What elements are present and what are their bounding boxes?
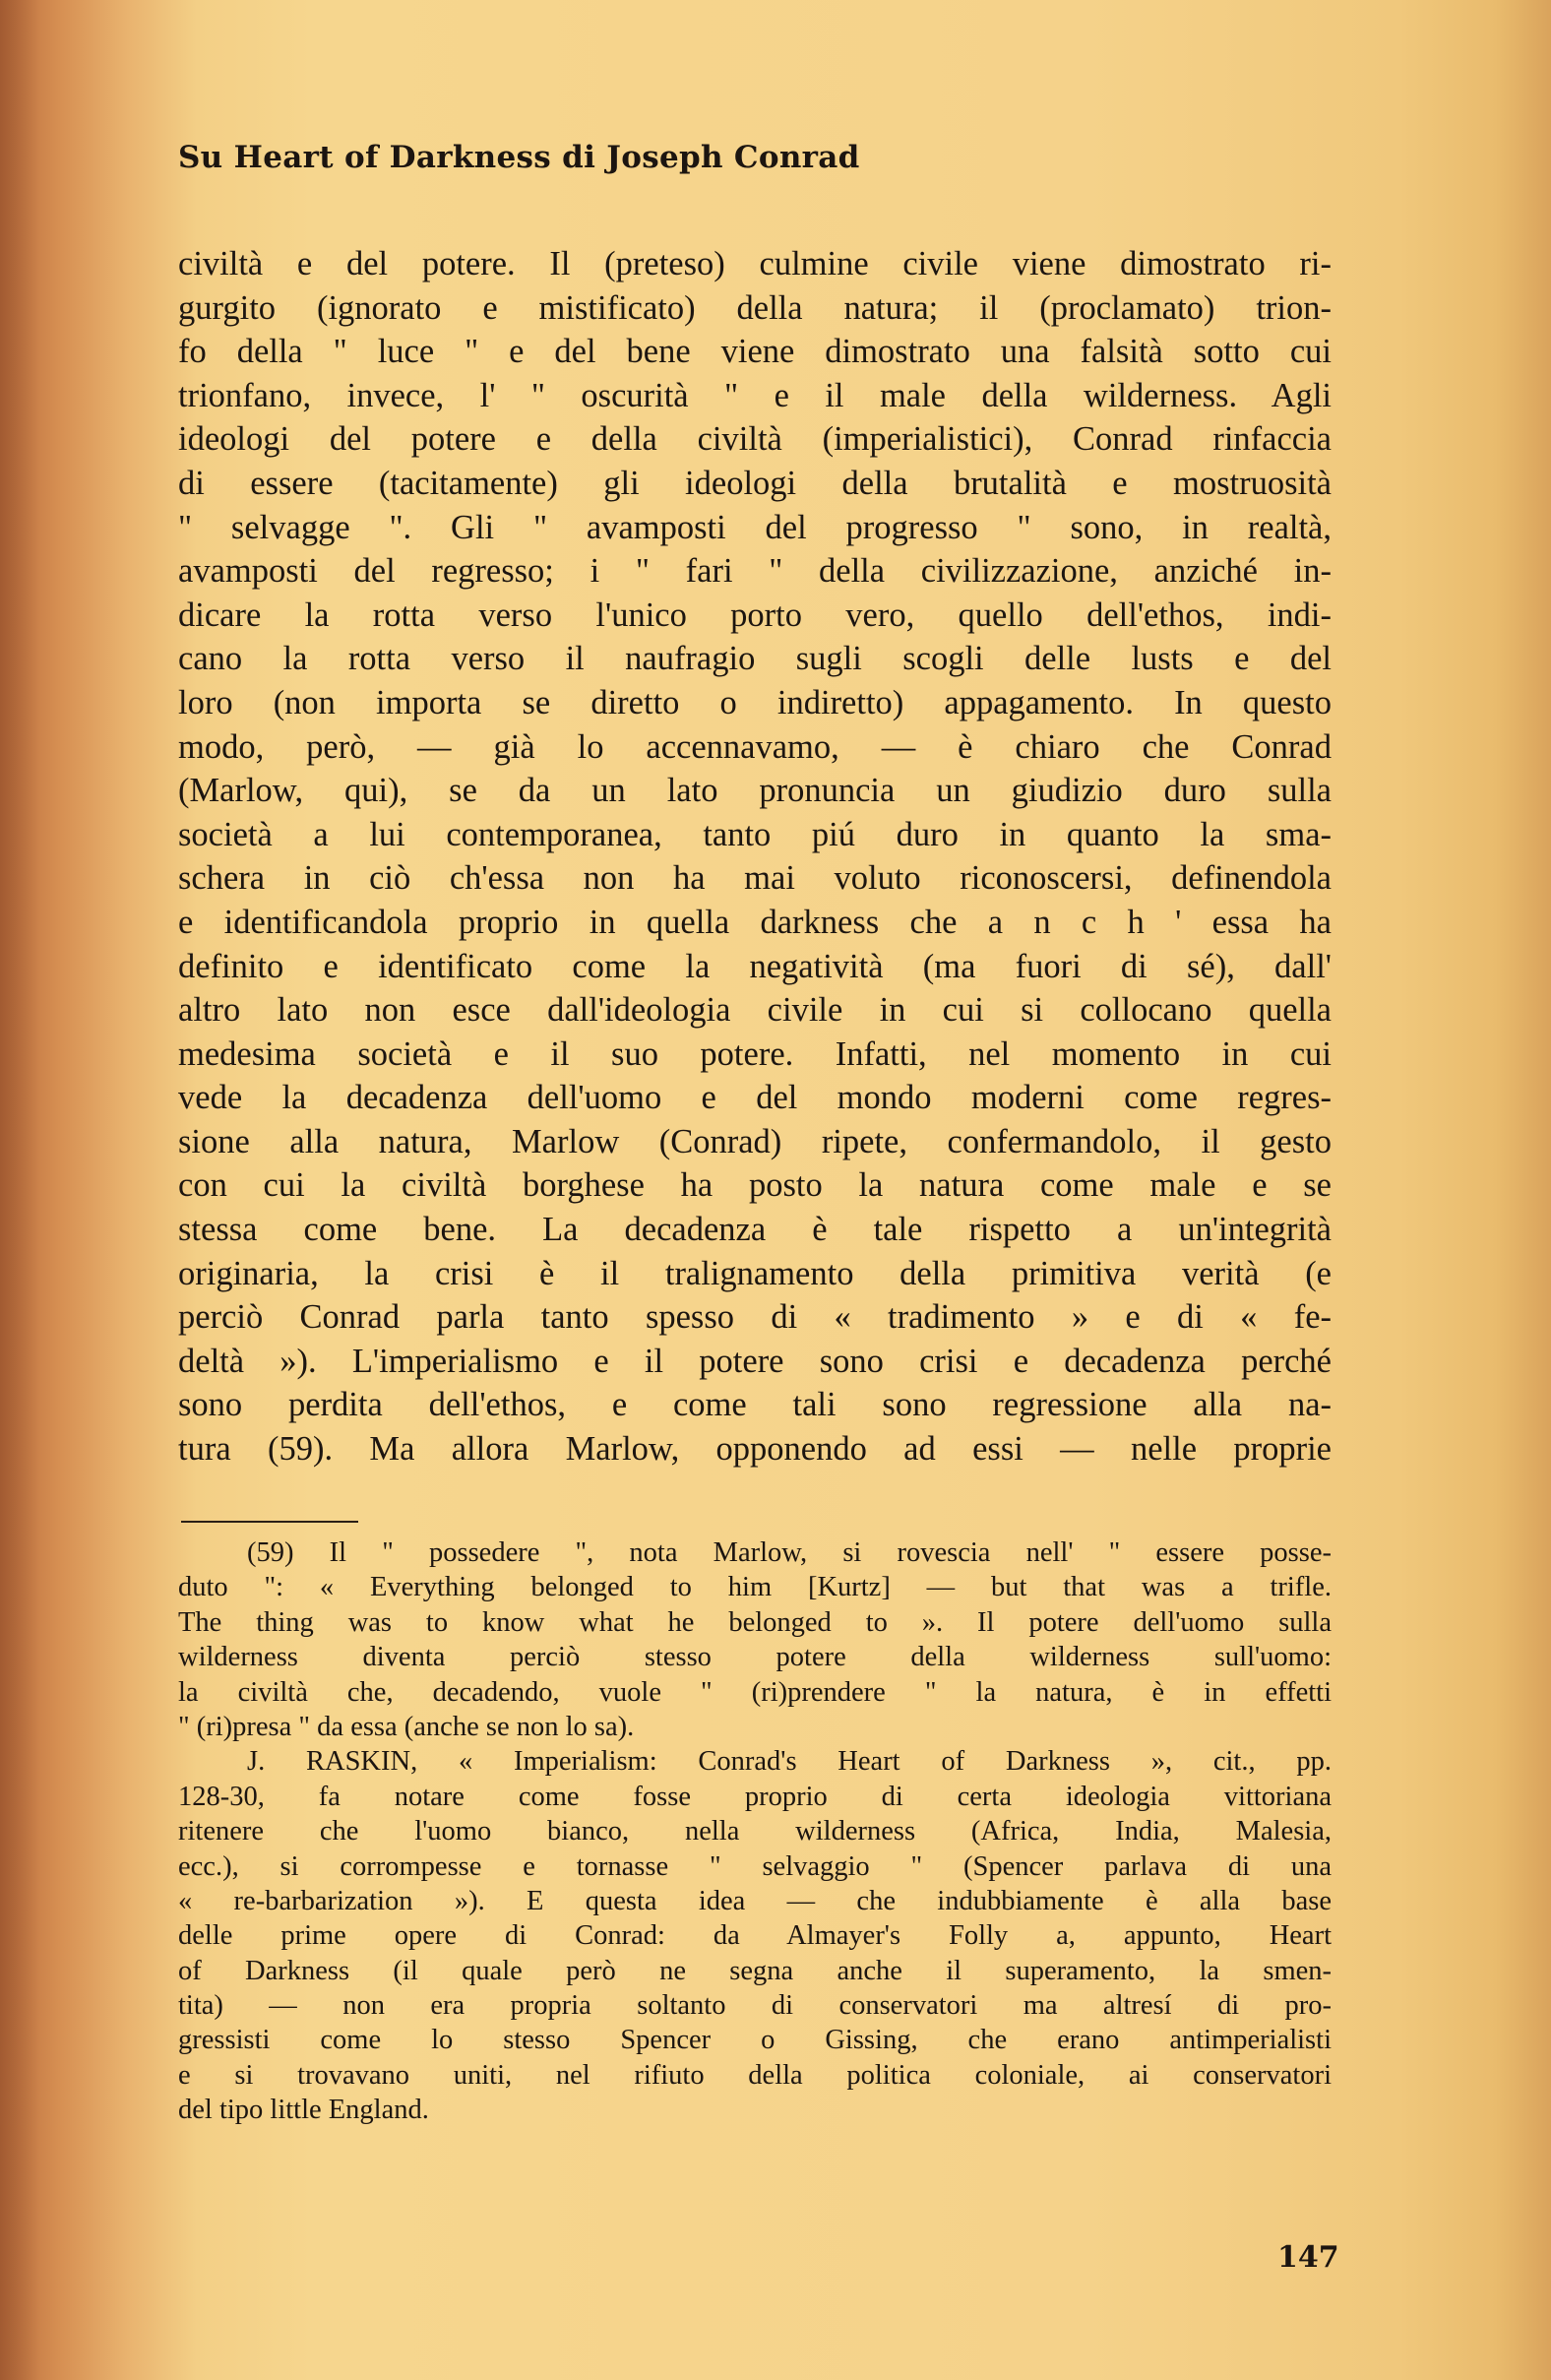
page-gutter-shadow xyxy=(0,0,39,2380)
body-line: stessa come bene. La decadenza è tale rispetto a un'integrità xyxy=(178,1211,1332,1249)
footnote-line: gressisti come lo stesso Spencer o Gissing, che erano antimperialisti xyxy=(178,2025,1332,2056)
body-line: trionfano, invece, l' " oscurità " e il male della wilderness. Agli xyxy=(178,376,1332,414)
footnote-line: la civiltà che, decadendo, vuole " (ri)prendere " la natura, è in effetti xyxy=(178,1676,1332,1708)
body-line: di essere (tacitamente) gli ideologi della brutalità e mostruosità xyxy=(178,464,1332,502)
body-line: altro lato non esce dall'ideologia civile in cui si collocano quella xyxy=(178,991,1332,1030)
body-line: e identificandola proprio in quella darkness che a n c h ' essa ha xyxy=(178,903,1332,941)
page-number: 147 xyxy=(1277,2240,1339,2275)
footnote-line: " (ri)presa " da essa (anche se non lo sa). xyxy=(178,1711,635,1742)
footnote-line: wilderness diventa perciò stesso potere della wilderness sull'uomo: xyxy=(178,1642,1332,1673)
footnote-line: tita) — non era propria soltanto di conservatori ma altresí di pro- xyxy=(178,1990,1332,2022)
body-text xyxy=(178,242,1332,1472)
body-line: deltà »). L'imperialismo e il potere sono crisi e decadenza perché xyxy=(178,1342,1332,1380)
body-line: cano la rotta verso il naufragio sugli scogli delle lusts e del xyxy=(178,640,1332,678)
footnote-line: e si trovavano uniti, nel rifiuto della politica coloniale, ai conservatori xyxy=(178,2059,1332,2091)
body-line: ideologi del potere e della civiltà (imperialistici), Conrad rinfaccia xyxy=(178,420,1332,459)
body-line: tura (59). Ma allora Marlow, opponendo ad essi — nelle proprie xyxy=(178,1430,1332,1469)
body-line: gurgito (ignorato e mistificato) della natura; il (proclamato) trion- xyxy=(178,288,1332,327)
footnote-line: « re-barbarization »). E questa idea — che indubbiamente è alla base xyxy=(178,1885,1332,1916)
running-head: Su Heart of Darkness di Joseph Conrad xyxy=(178,140,860,175)
body-line: sono perdita dell'ethos, e come tali sono regressione alla na- xyxy=(178,1386,1332,1424)
body-line: sione alla natura, Marlow (Conrad) ripete, confermandolo, il gesto xyxy=(178,1122,1332,1160)
body-line: modo, però, — già lo accennavamo, — è chiaro che Conrad xyxy=(178,727,1332,766)
body-line: (Marlow, qui), se da un lato pronuncia un giudizio duro sulla xyxy=(178,772,1332,810)
body-line: " selvagge ". Gli " avamposti del progresso " sono, in realtà, xyxy=(178,508,1332,546)
footnotes xyxy=(178,1535,1332,2128)
footnote-line: of Darkness (il quale però ne segna anche il superamento, la smen- xyxy=(178,1955,1332,1986)
body-line: medesima società e il suo potere. Infatti, nel momento in cui xyxy=(178,1034,1332,1073)
footnote-line: (59) Il " possedere ", nota Marlow, si rovescia nell' " essere posse- xyxy=(247,1537,1332,1568)
footnote-line: 128-30, fa notare come fosse proprio di certa ideologia vittoriana xyxy=(178,1781,1332,1812)
footnote-rule xyxy=(181,1521,358,1523)
body-line: civiltà e del potere. Il (preteso) culmine civile viene dimostrato ri- xyxy=(178,245,1332,282)
footnote-line: ritenere che l'uomo bianco, nella wilderness (Africa, India, Malesia, xyxy=(178,1816,1332,1848)
body-line: originaria, la crisi è il tralignamento della primitiva verità (e xyxy=(178,1254,1332,1292)
body-line: perciò Conrad parla tanto spesso di « tradimento » e di « fe- xyxy=(178,1298,1332,1337)
footnote-line: delle prime opere di Conrad: da Almayer's Folly a, appunto, Heart xyxy=(178,1920,1332,1952)
body-line: definito e identificato come la negatività (ma fuori di sé), dall' xyxy=(178,947,1332,985)
footnote-line: ecc.), si corrompesse e tornasse " selvaggio " (Spencer parlava di una xyxy=(178,1850,1332,1882)
body-line: fo della " luce " e del bene viene dimostrato una falsità sotto cui xyxy=(178,333,1332,371)
footnote-line: The thing was to know what he belonged to ». Il potere dell'uomo sulla xyxy=(178,1606,1332,1638)
body-line: vede la decadenza dell'uomo e del mondo moderni come regres- xyxy=(178,1079,1332,1117)
footnote-line: duto ": « Everything belonged to him [Kurtz] — but that was a trifle. xyxy=(178,1572,1332,1603)
body-line: società a lui contemporanea, tanto piú duro in quanto la sma- xyxy=(178,815,1332,853)
body-line: con cui la civiltà borghese ha posto la natura come male e se xyxy=(178,1166,1332,1205)
body-line: schera in ciò ch'essa non ha mai voluto riconoscersi, definendola xyxy=(178,859,1332,898)
body-line: dicare la rotta verso l'unico porto vero, quello dell'ethos, indi- xyxy=(178,595,1332,634)
body-line: avamposti del regresso; i " fari " della civilizzazione, anziché in- xyxy=(178,552,1332,591)
footnote-line: del tipo little England. xyxy=(178,2095,429,2126)
footnote-line: J. RASKIN, « Imperialism: Conrad's Heart of Darkness », cit., pp. xyxy=(247,1746,1332,1778)
body-line: loro (non importa se diretto o indiretto) appagamento. In questo xyxy=(178,683,1332,721)
